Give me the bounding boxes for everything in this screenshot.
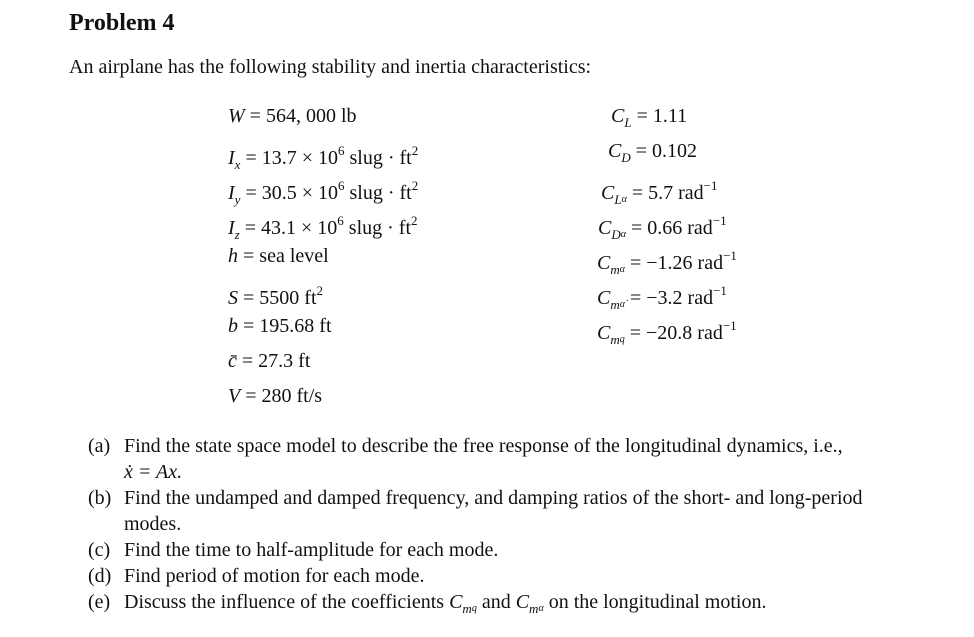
part-d: (d) Find period of motion for each mode. — [88, 565, 425, 587]
equation-cm-alpha-dot: $C_m\alphȧ = -3.2$ rad$^{-1}$ — [597, 283, 727, 312]
inertia-characteristics-list — [228, 101, 418, 416]
equation-weight: W = 564, 000 lb — [228, 105, 357, 127]
equation-altitude: h = sea level — [228, 245, 329, 267]
stability-coefficients-list — [597, 101, 737, 346]
equation-cm-q: $C_mq = -20.8$ rad$^{-1}$ — [597, 318, 737, 347]
part-e: (e) Discuss the influence of the coefficients $C_mq$ and $C_m\alpha$ on the longitudinal motion. — [88, 589, 938, 622]
part-label: (e) — [88, 591, 111, 613]
part-label: (b) — [88, 487, 112, 509]
equation-ix: $I_x = 13.7 \times 10^6$ slug · $ft^2$ — [228, 143, 419, 172]
equation-chord: c̄ = 27.3 ft — [228, 350, 311, 372]
equation-span: b = 195.68 ft — [228, 315, 332, 337]
part-c: (c) Find the time to half-amplitude for each mode. — [88, 539, 499, 561]
equation-cl: $C_L = 1.11$ — [611, 105, 688, 130]
equation-iz: $I_z = 43.1 \times 10^6$ slug · $ft^2$ — [228, 213, 418, 242]
equation-cm-alpha: $C_m\alpha = -1.26$ rad$^{-1}$ — [597, 248, 737, 277]
part-label: (a) — [88, 435, 111, 457]
problem-title: Problem 4 — [69, 10, 175, 36]
part-b: (b) Find the undamped and damped frequency, and damping ratios of the short- and long-period modes. — [88, 487, 863, 535]
equation-cd: $C_D = 0.102$ — [608, 140, 698, 165]
equation-velocity: V = 280 ft/s — [228, 385, 323, 407]
problem-parts-list — [88, 433, 938, 622]
intro-text: An airplane has the following stability and inertia characteristics: — [69, 56, 592, 78]
equation-cd-alpha: $C_D\alpha = 0.66$ rad$^{-1}$ — [598, 213, 727, 242]
part-label: (d) — [88, 565, 112, 587]
equation-cl-alpha: $C_L\alpha = 5.7$ rad$^{-1}$ — [601, 178, 718, 207]
equation-iy: $I_y = 30.5 \times 10^6$ slug · $ft^2$ — [228, 178, 419, 207]
part-label: (c) — [88, 539, 111, 561]
equation-wing-area: S = 5500 $ft^2$ — [228, 283, 323, 309]
part-a: (a) Find the state space model to describe the free response of the longitudinal dynamics, i.e., ẋ = Ax. — [88, 435, 843, 483]
